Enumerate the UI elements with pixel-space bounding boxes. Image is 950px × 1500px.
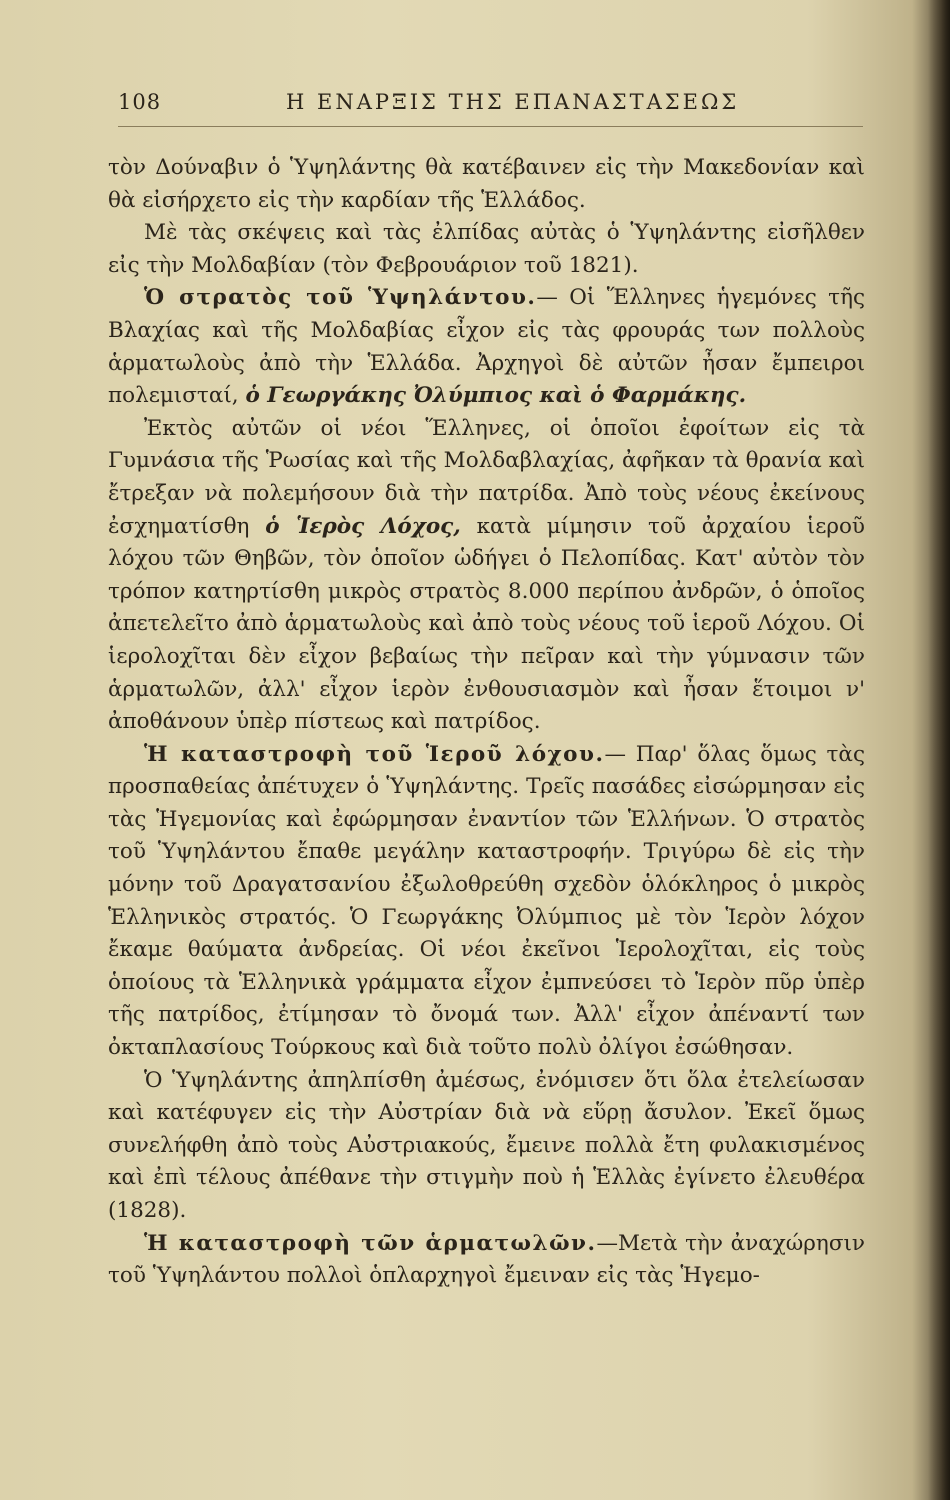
emphasis-sacred-band: ὁ Ἱερὸς Λόχος,: [265, 513, 461, 539]
header-rule: [118, 126, 863, 127]
paragraph-ypsilantis-fate: Ὁ Ὑψηλάντης ἀπηλπίσθη ἀμέσως, ἐνόμισεν ὅτι ὅλα ἐτελείωσαν καὶ κατέφυγεν εἰς τὴν Αὐστρίαν διὰ νὰ εὕρῃ ἄσυλον. Ἐκεῖ ὅμως συνελήφθη ἀπὸ τοὺς Αὐστριακούς, ἔμεινε πολλὰ ἔτη φυλακισμένος καὶ ἐπὶ τέλους ἀπέθανε τὴν στιγμὴν ποὺ ἡ Ἑλλὰς ἐγίνετο ἐλευθέρα (1828).: [108, 1067, 865, 1223]
paragraph-armatoloi: Ἡ καταστροφὴ τῶν ἁρματωλῶν.—Μετὰ τὴν ἀναχώρησιν τοῦ Ὑψηλάντου πολλοὶ ὁπλαρχηγοὶ ἔμειναν εἰς τὰς Ἡγεμο-: [108, 1230, 865, 1289]
body-text: [108, 152, 865, 1293]
emphasis-leaders: ὁ Γεωργάκης Ὀλύμπιος καὶ ὁ Φαρμάκης.: [245, 383, 747, 409]
paragraph-sacred-band: Ἐκτὸς αὐτῶν οἱ νέοι Ἕλληνες, οἱ ὁποῖοι ἐφοίτων εἰς τὰ Γυμνάσια τῆς Ῥωσίας καὶ τῆς Μολδαβλαχίας, ἀφῆκαν τὰ θρανία καὶ ἔτρεξαν νὰ πολεμήσουν διὰ τὴν πατρίδα. Ἀπὸ τοὺς νέους ἐκείνους ἐσχηματίσθη ὁ Ἱερὸς Λόχος, κατὰ μίμησιν τοῦ ἀρχαίου ἱεροῦ λόχου τῶν Θηβῶν, τὸν ὁποῖον ὡδήγει ὁ Πελοπίδας. Κατ' αὐτὸν τὸν τρόπον κατηρτίσθη μικρὸς στρατὸς 8.000 περίπου ἀνδρῶν, ὁ ὁποῖος ἀπετελεῖτο ἀπὸ ἁρματωλοὺς καὶ ἀπὸ τοὺς νέους τοῦ ἱεροῦ Λόχου. Οἱ ἱερολοχῖται δὲν εἶχον βεβαίως τὴν πεῖραν καὶ τὴν γύμνασιν τῶν ἁρματωλῶν, ἀλλ' εἶχον ἱερὸν ἐνθουσιασμὸν καὶ ἦσαν ἕτοιμοι ν' ἀποθάνουν ὑπὲρ πίστεως καὶ πατρίδος.: [108, 415, 865, 735]
section-heading-destruction: Ἡ καταστροφὴ τοῦ Ἱεροῦ λόχου.: [144, 741, 605, 767]
paragraph-1: τὸν Δούναβιν ὁ Ὑψηλάντης θὰ κατέβαινεν εἰς τὴν Μακεδονίαν καὶ θὰ εἰσήρχετο εἰς τὴν καρδίαν τῆς Ἑλλάδος.: [108, 155, 865, 213]
section-heading-armatoloi: Ἡ καταστροφὴ τῶν ἁρματωλῶν.: [144, 1230, 597, 1256]
page-edge-shadow: [928, 0, 950, 1500]
section-heading-army: Ὁ στρατὸς τοῦ Ὑψηλάντου.: [144, 285, 537, 311]
paragraph-destruction: Ἡ καταστροφὴ τοῦ Ἱεροῦ λόχου.— Παρ' ὅλας ὅμως τὰς προσπαθείας ἀπέτυχεν ὁ Ὑψηλάντης. Τρεῖς πασάδες εἰσώρμησαν εἰς τὰς Ἡγεμονίας καὶ ἐφώρμησαν ἐναντίον τῶν Ἑλλήνων. Ὁ στρατὸς τοῦ Ὑψηλάντου ἔπαθε μεγάλην καταστροφήν. Τριγύρω δὲ εἰς τὴν μόνην τοῦ Δραγατσανίου ἐξωλοθρεύθη σχεδὸν ὁλόκληρος ὁ μικρὸς Ἑλληνικὸς στρατός. Ὁ Γεωργάκης Ὀλύμπιος μὲ τὸν Ἱερὸν λόχον ἔκαμε θαύματα ἀνδρείας. Οἱ νέοι ἐκεῖνοι Ἱερολοχῖται, εἰς τοὺς ὁποίους τὰ Ἑλληνικὰ γράμματα εἶχον ἐμπνεύσει τὸ Ἱερὸν πῦρ ὑπὲρ τῆς πατρίδος, ἐτίμησαν τὸ ὄνομά των. Ἀλλ' εἶχον ἀπέναντί των ὀκταπλασίους Τούρκους καὶ διὰ τοῦτο πολὺ ὀλίγοι ἐσώθησαν.: [108, 741, 865, 1061]
running-title: Η ΕΝΑΡΞΙΣ ΤΗΣ ΕΠΑΝΑΣΤΑΣΕΩΣ: [286, 90, 740, 114]
page-header: [118, 90, 858, 124]
page-number: 108: [118, 90, 162, 114]
paragraph-2: Μὲ τὰς σκέψεις καὶ τὰς ἐλπίδας αὐτὰς ὁ Ὑψηλάντης εἰσῆλθεν εἰς τὴν Μολδαβίαν (τὸν Φεβρουάριον τοῦ 1821).: [108, 220, 865, 278]
paragraph-army: Ὁ στρατὸς τοῦ Ὑψηλάντου.— Οἱ Ἕλληνες ἡγεμόνες τῆς Βλαχίας καὶ τῆς Μολδαβίας εἶχον εἰς τὰς φρουράς των πολλοὺς ἁρματωλοὺς ἀπὸ τὴν Ἑλλάδα. Ἀρχηγοὶ δὲ αὐτῶν ἦσαν ἔμπειροι πολεμισταί, ὁ Γεωργάκης Ὀλύμπιος καὶ ὁ Φαρμάκης.: [108, 285, 865, 409]
